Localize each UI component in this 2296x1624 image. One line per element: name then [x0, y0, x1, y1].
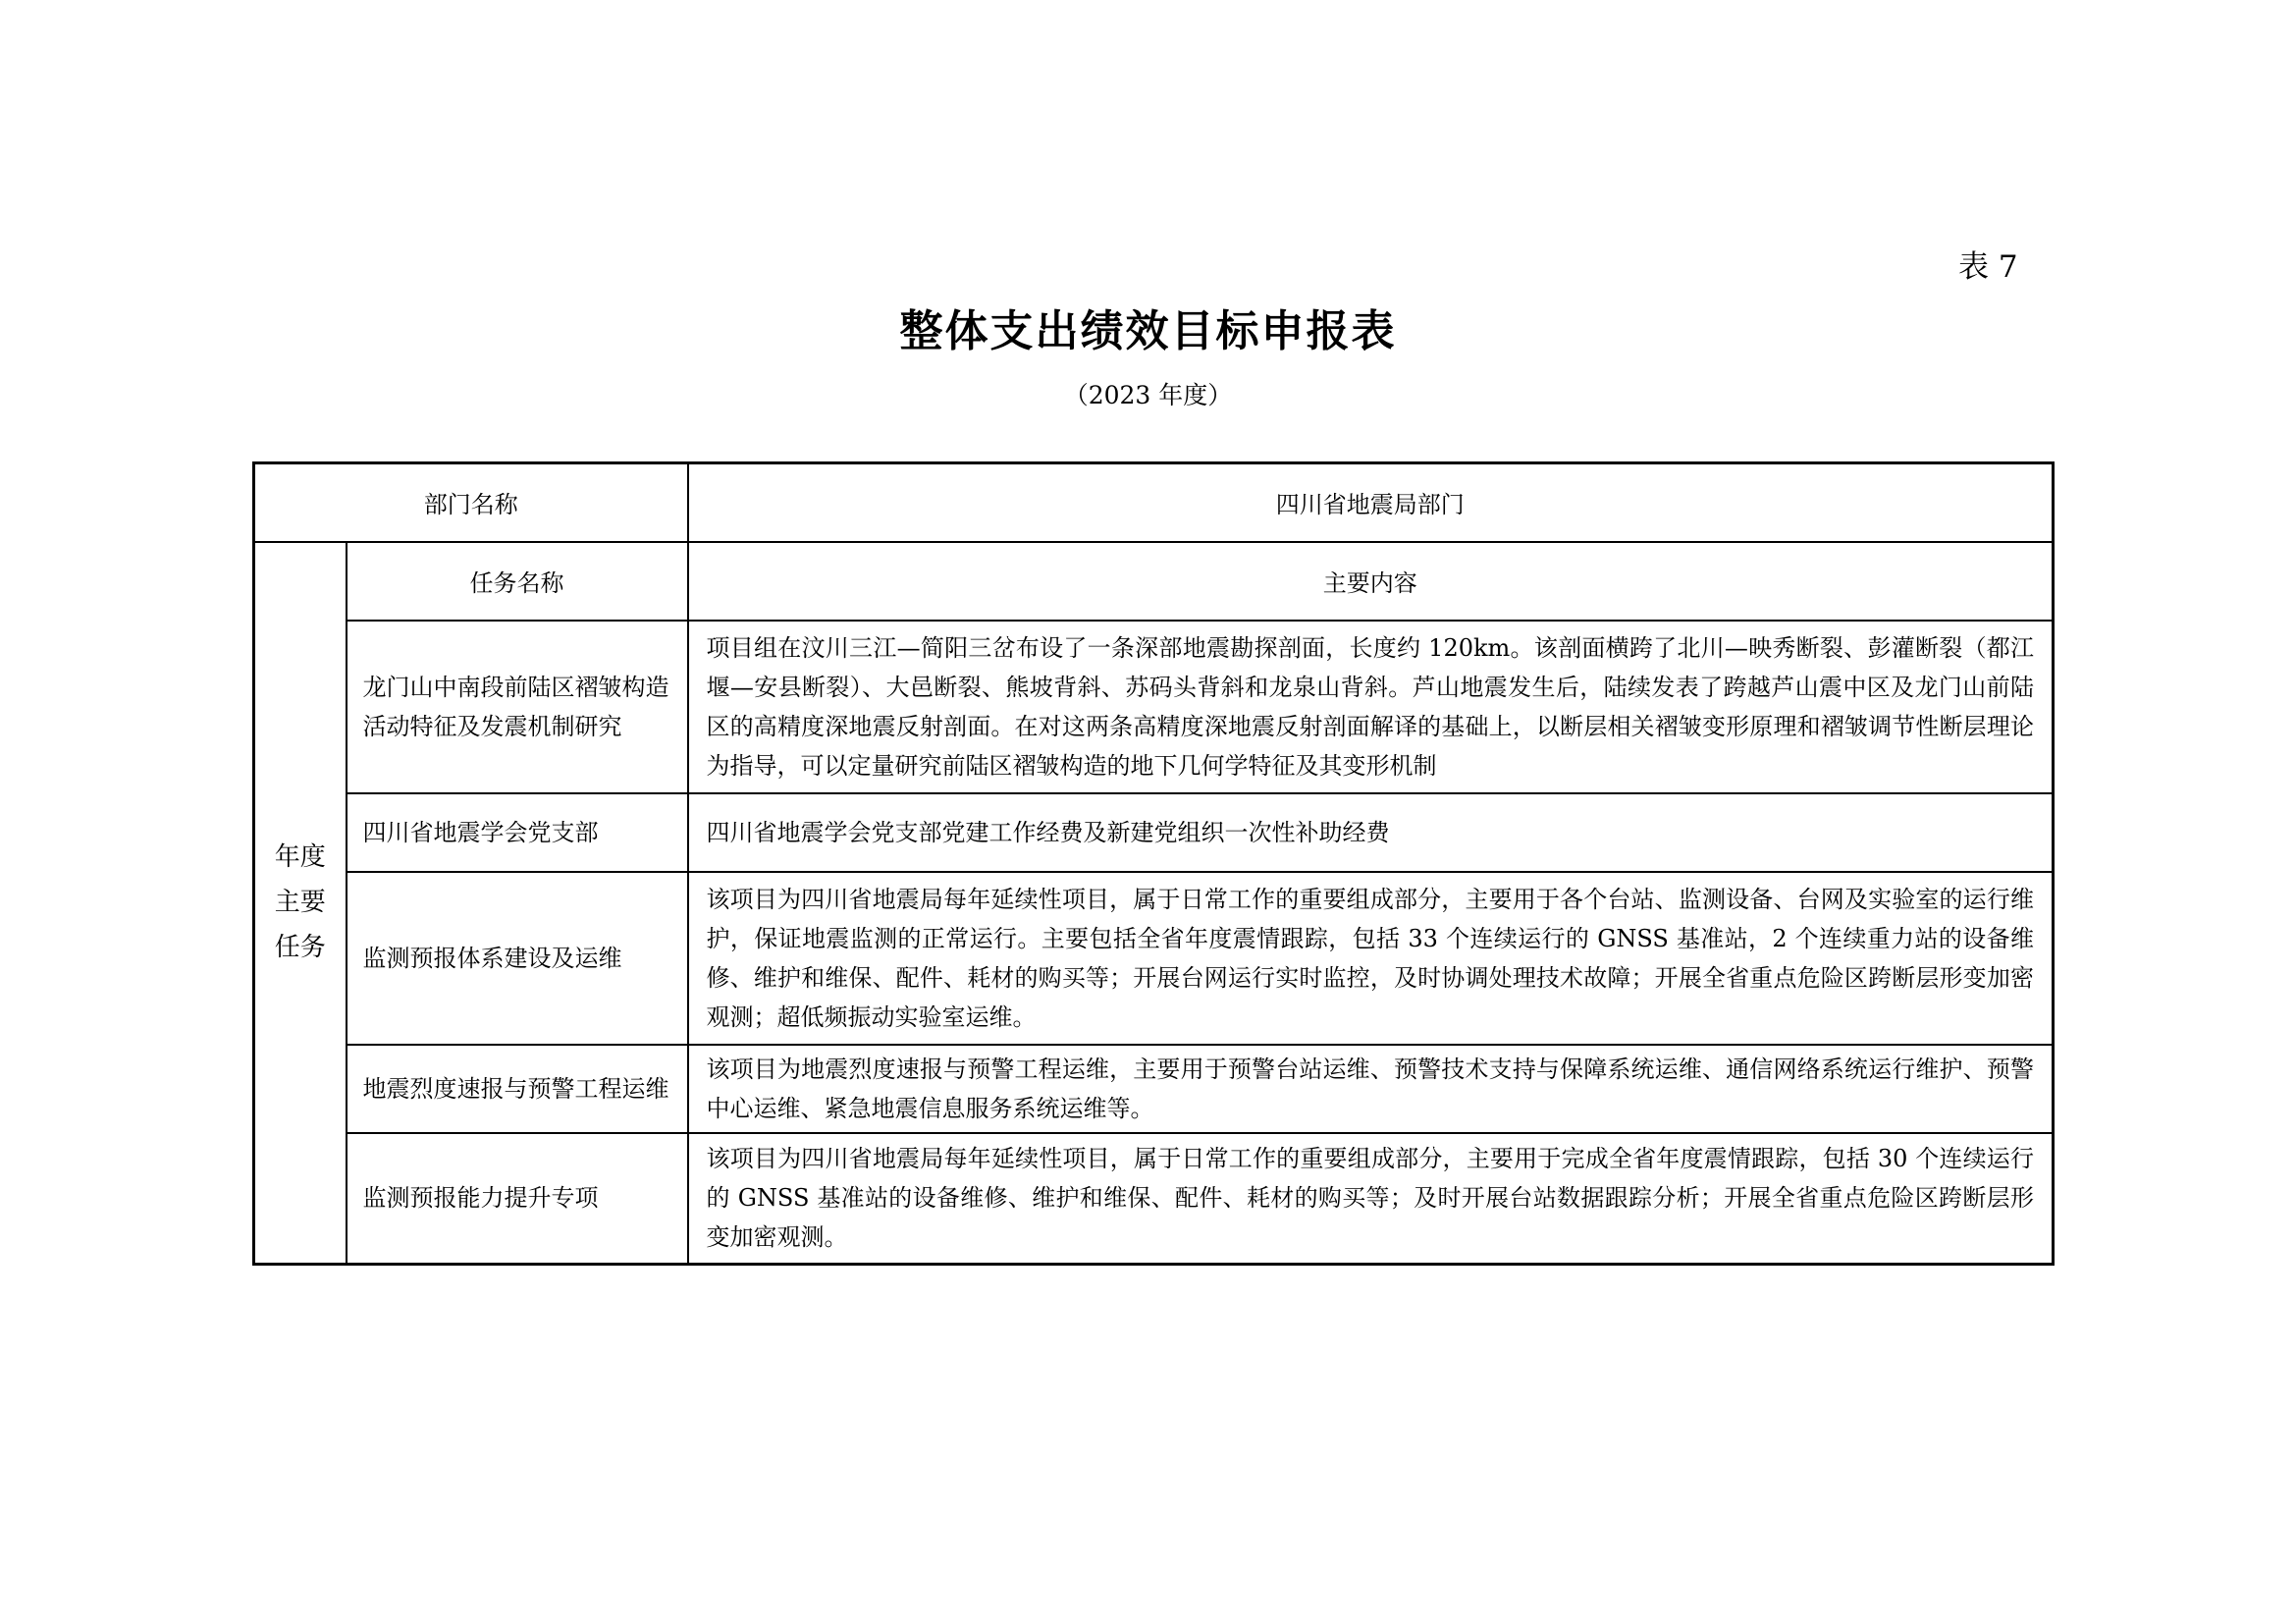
table-row	[254, 621, 2054, 793]
dept-value-cell: 四川省地震局部门	[688, 463, 2054, 542]
dept-label-cell: 部门名称	[254, 463, 688, 542]
table-row	[254, 1133, 2054, 1265]
document-year: （2023 年度）	[1063, 381, 1233, 409]
task-content: 该项目为四川省地震局每年延续性项目，属于日常工作的重要组成部分，主要用于完成全省年度震情跟踪，包括 30 个连续运行的 GNSS 基准站的设备维修、维护和维保、配件、耗材的购买等；及时开展台站数据跟踪分析；开展全省重点危险区跨断层形变加密观测。	[688, 1133, 2054, 1265]
task-name: 地震烈度速报与预警工程运维	[347, 1045, 688, 1133]
task-content: 该项目为地震烈度速报与预警工程运维，主要用于预警台站运维、预警技术支持与保障系统运维、通信网络系统运行维护、预警中心运维、紧急地震信息服务系统运维等。	[688, 1045, 2054, 1133]
performance-goal-table	[252, 461, 2055, 1266]
task-name: 监测预报能力提升专项	[347, 1133, 688, 1265]
table-number: 表 7	[1958, 249, 2018, 285]
annual-tasks-label	[254, 542, 347, 1265]
annual-tasks-label-line: 年度	[274, 842, 326, 873]
table-row	[254, 1045, 2054, 1133]
table-row	[254, 793, 2054, 872]
task-name: 监测预报体系建设及运维	[347, 872, 688, 1045]
annual-tasks-label-line: 任务	[274, 933, 326, 963]
table-row	[254, 872, 2054, 1045]
task-content: 该项目为四川省地震局每年延续性项目，属于日常工作的重要组成部分，主要用于各个台站、监测设备、台网及实验室的运行维护，保证地震监测的正常运行。主要包括全省年度震情跟踪，包括 33 个连续运行的 GNSS 基准站，2 个连续重力站的设备维修、维护和维保、配件、耗材的购买等；开展台网运行实时监控，及时协调处理技术故障；开展全省重点危险区跨断层形变加密观测；超低频振动实验室运维。	[688, 872, 2054, 1045]
task-content: 项目组在汶川三江—简阳三岔布设了一条深部地震勘探剖面，长度约 120km。该剖面横跨了北川—映秀断裂、彭灌断裂（都江堰—安县断裂）、大邑断裂、熊坡背斜、苏码头背斜和龙泉山背斜。芦山地震发生后，陆续发表了跨越芦山震中区及龙门山前陆区的高精度深地震反射剖面。在对这两条高精度深地震反射剖面解译的基础上，以断层相关褶皱变形原理和褶皱调节性断层理论为指导，可以定量研究前陆区褶皱构造的地下几何学特征及其变形机制	[688, 621, 2054, 793]
task-content-header: 主要内容	[688, 542, 2054, 621]
task-name-header: 任务名称	[347, 542, 688, 621]
dept-row	[254, 463, 2054, 542]
task-header-row	[254, 542, 2054, 621]
task-content: 四川省地震学会党支部党建工作经费及新建党组织一次性补助经费	[688, 793, 2054, 872]
document-title: 整体支出绩效目标申报表	[899, 306, 1397, 356]
task-name: 龙门山中南段前陆区褶皱构造活动特征及发震机制研究	[347, 621, 688, 793]
annual-tasks-label-line: 主要	[274, 888, 326, 918]
task-name: 四川省地震学会党支部	[347, 793, 688, 872]
